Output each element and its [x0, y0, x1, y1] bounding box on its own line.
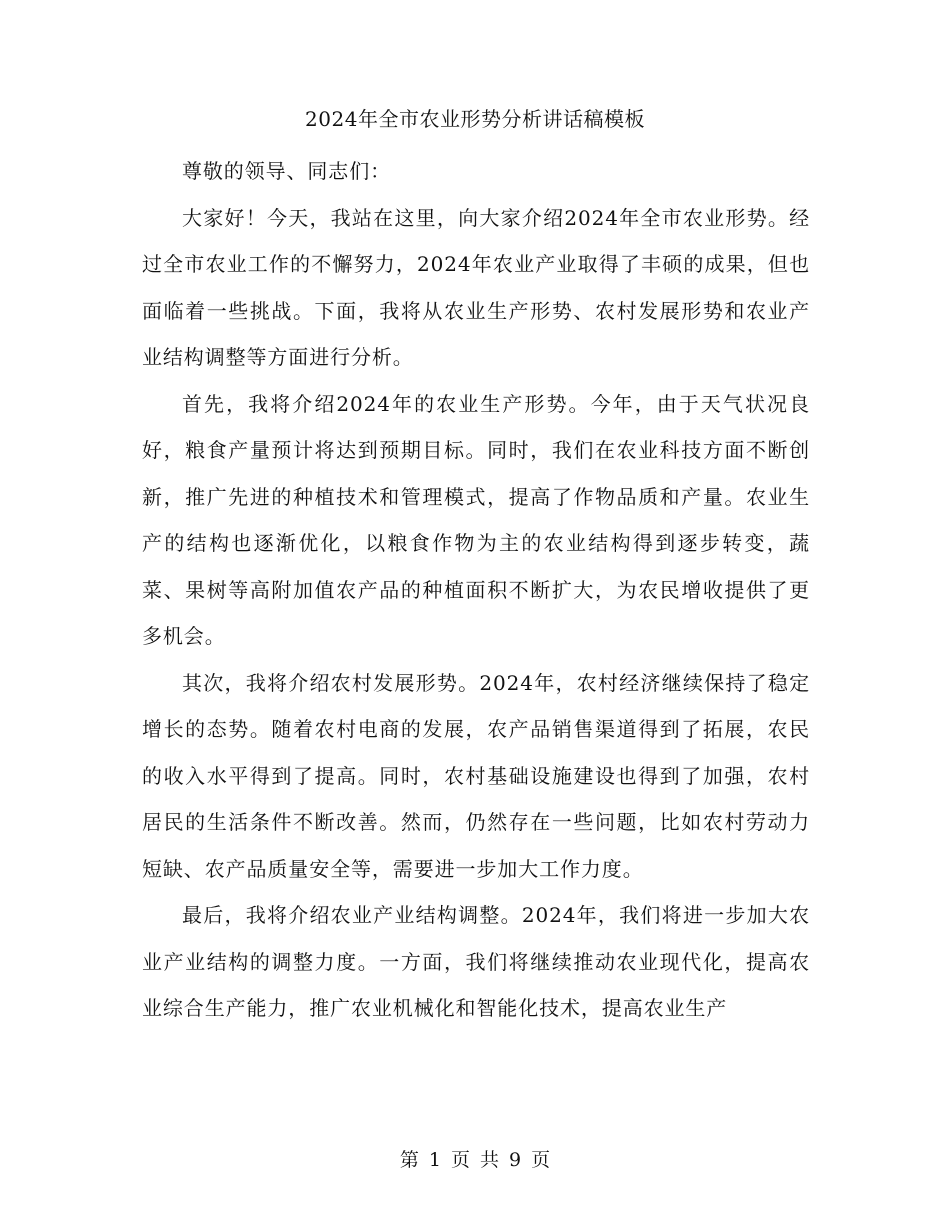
page-number-footer: 第 1 页 共 9 页 — [399, 1149, 551, 1171]
body-paragraph: 大家好！今天，我站在这里，向大家介绍2024年全市农业形势。经过全市农业工作的不懈努力，2024年农业产业取得了丰硕的成果，但也面临着一些挑战。下面，我将从农业生产形势、农村发展形势和农业产业结构调整等方面进行分析。 — [142, 205, 810, 369]
body-paragraph: 最后，我将介绍农业产业结构调整。2024年，我们将进一步加大农业产业结构的调整力度。一方面，我们将继续推动农业现代化，提高农业综合生产能力，推广农业机械化和智能化技术，提高农业生产 — [142, 903, 810, 1020]
body-paragraph: 其次，我将介绍农村发展形势。2024年，农村经济继续保持了稳定增长的态势。随着农村电商的发展，农产品销售渠道得到了拓展，农民的收入水平得到了提高。同时，农村基础设施建设也得到了加强，农村居民的生活条件不断改善。然而，仍然存在一些问题，比如农村劳动力短缺、农产品质量安全等，需要进一步加大工作力度。 — [142, 670, 810, 881]
document-title: 2024年全市农业形势分析讲话稿模板 — [305, 107, 645, 131]
document-body — [142, 148, 810, 1032]
body-paragraph: 首先，我将介绍2024年的农业生产形势。今年，由于天气状况良好，粮食产量预计将达到预期目标。同时，我们在农业科技方面不断创新，推广先进的种植技术和管理模式，提高了作物品质和产量。农业生产的结构也逐渐优化，以粮食作物为主的农业结构得到逐步转变，蔬菜、果树等高附加值农产品的种植面积不断扩大，为农民增收提供了更多机会。 — [142, 391, 810, 648]
salutation: 尊敬的领导、同志们： — [182, 159, 391, 183]
